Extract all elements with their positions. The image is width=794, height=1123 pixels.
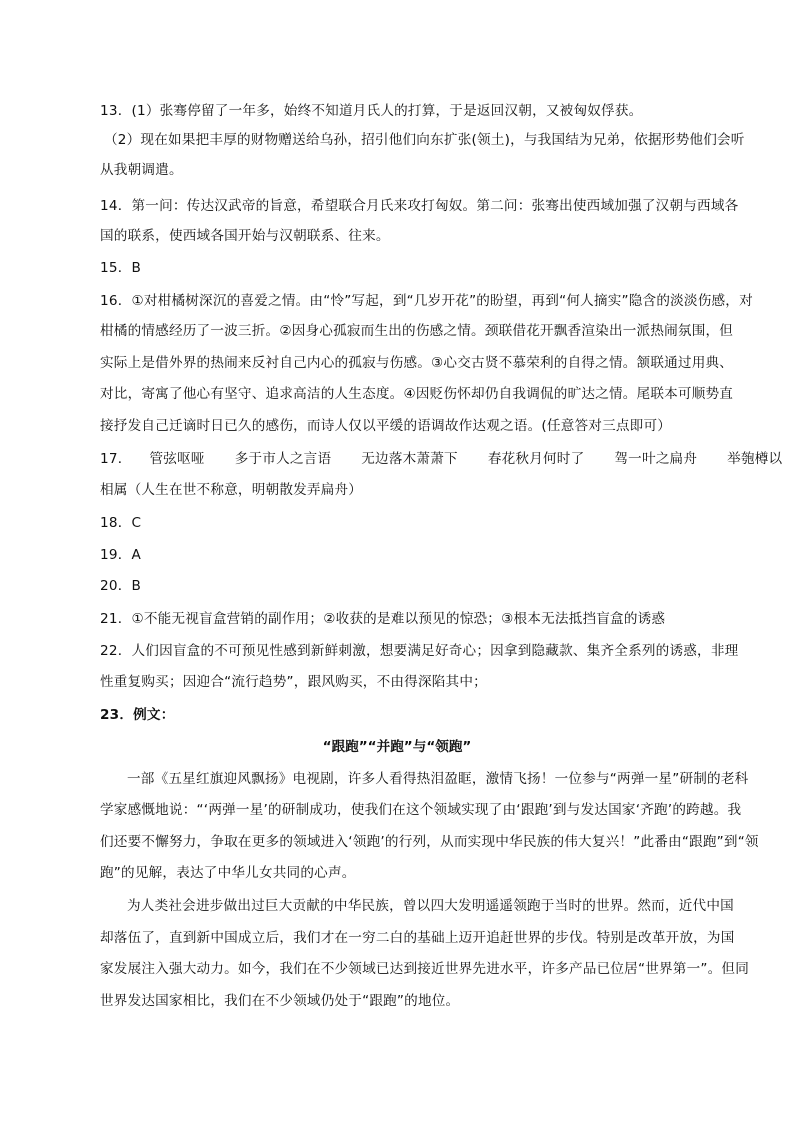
poem-blank-3: 无边落木萧萧下	[361, 451, 458, 467]
answer-16-line1: 16．①对柑橘树深沉的喜爱之情。由“怜”写起，到“几岁开花”的盼望，再到“何人摘实”隐含的淡淡伤感，对	[100, 293, 753, 309]
poem-blank-6: 举匏樽以	[727, 451, 783, 467]
poem-blank-2: 多于市人之言语	[234, 451, 332, 467]
answer-13-part1: 13．(1）张骞停留了一年多，始终不知道月氏人的打算，于是返回汉朝，又被匈奴俘获。	[100, 103, 643, 119]
answer-16-line3: 实际上是借外界的热闹来反衬自己内心的孤寂与伤感。③心交古贤不慕荣利的自得之情。颔联通过用典、	[100, 355, 734, 371]
answer-17-number: 17．	[100, 451, 132, 467]
answer-22-line2: 性重复购买；因迎合“流行趋势”，跟风购买，不由得深陷其中；	[100, 674, 487, 690]
answer-17-line2: 相属（人生在世不称意，明朝散发弄扁舟）	[100, 482, 363, 498]
essay-p2-line2: 却落伍了，直到新中国成立后，我们才在一穷二白的基础上迈开追赶世界的步伐。特别是改革开放，为国	[100, 930, 735, 946]
essay-title: “跟跑”“并跑”与“领跑”	[322, 739, 472, 755]
answer-16-line4: 对比，寄寓了他心有坚守、追求高洁的人生态度。④因贬伤怀却仍自我调侃的旷达之情。尾联本可顺势直	[100, 386, 734, 402]
essay-p2-line1: 为人类社会进步做出过巨大贡献的中华民族，曾以四大发明遥遥领跑于当时的世界。然而，近代中国	[127, 898, 734, 914]
poem-blank-1: 管弦呕哑	[149, 451, 205, 467]
answer-22-line1: 22．人们因盲盒的不可预见性感到新鲜刺激，想要满足好奇心；因拿到隐藏款、集齐全系列的诱惑，非理	[100, 643, 739, 659]
essay-p2-line4: 世界发达国家相比，我们在不少领域仍处于“跟跑”的地位。	[100, 993, 460, 1009]
answer-23-heading: 23．例文：	[100, 707, 175, 723]
answer-16-line5: 接抒发自己迁谪时日已久的感伤，而诗人仅以平缓的语调故作达观之语。(任意答对三点即可）	[100, 418, 672, 434]
answer-14-line2: 国的联系，使西域各国开始与汉朝联系、往来。	[100, 228, 390, 244]
essay-p1-line2: 学家感慨地说：“‘两弹一星’的研制成功，使我们在这个领域实现了由‘跟跑’到与发达国家‘齐跑’的跨越。我	[100, 802, 742, 818]
answer-13-part2-line2: 从我朝调遣。	[100, 162, 183, 178]
essay-p2-line3: 家发展注入强大动力。如今，我们在不少领域已达到接近世界先进水平，许多产品已位居“世界第一”。但同	[100, 961, 749, 977]
answer-17-line1	[100, 449, 782, 469]
answer-13-part2-line1: （2）现在如果把丰厚的财物赠送给乌孙，招引他们向东扩张(领土)，与我国结为兄弟，依据形势他们会听	[104, 132, 745, 148]
essay-p1-line3: 们还要不懈努力，争取在更多的领域进入‘领跑’的行列，从而实现中华民族的伟大复兴！”此番由“跟跑”到“领	[100, 834, 759, 850]
answer-19: 19．A	[100, 547, 141, 563]
answer-15: 15．B	[100, 260, 142, 276]
poem-blank-4: 春花秋月何时了	[487, 451, 585, 467]
essay-p1-line1: 一部《五星红旗迎风飘扬》电视剧，许多人看得热泪盈眶，激情飞扬！一位参与“两弹一星”研制的老科	[127, 771, 749, 787]
essay-p1-line4: 跑”的见解，表达了中华儿女共同的心声。	[100, 865, 356, 881]
answer-16-line2: 柑橘的情感经历了一波三折。②因身心孤寂而生出的伤感之情。颈联借花开飘香渲染出一派热闹氛围，但	[100, 323, 734, 339]
poem-blank-5: 驾一叶之扁舟	[614, 451, 698, 467]
answer-21: 21．①不能无视盲盒营销的副作用；②收获的是难以预见的惊恐；③根本无法抵挡盲盒的诱惑	[100, 611, 666, 627]
answer-20: 20．B	[100, 578, 142, 594]
answer-14-line1: 14．第一问：传达汉武帝的旨意，希望联合月氏来攻打匈奴。第二问：张骞出使西域加强了汉朝与西域各	[100, 198, 739, 214]
answer-18: 18．C	[100, 515, 142, 531]
